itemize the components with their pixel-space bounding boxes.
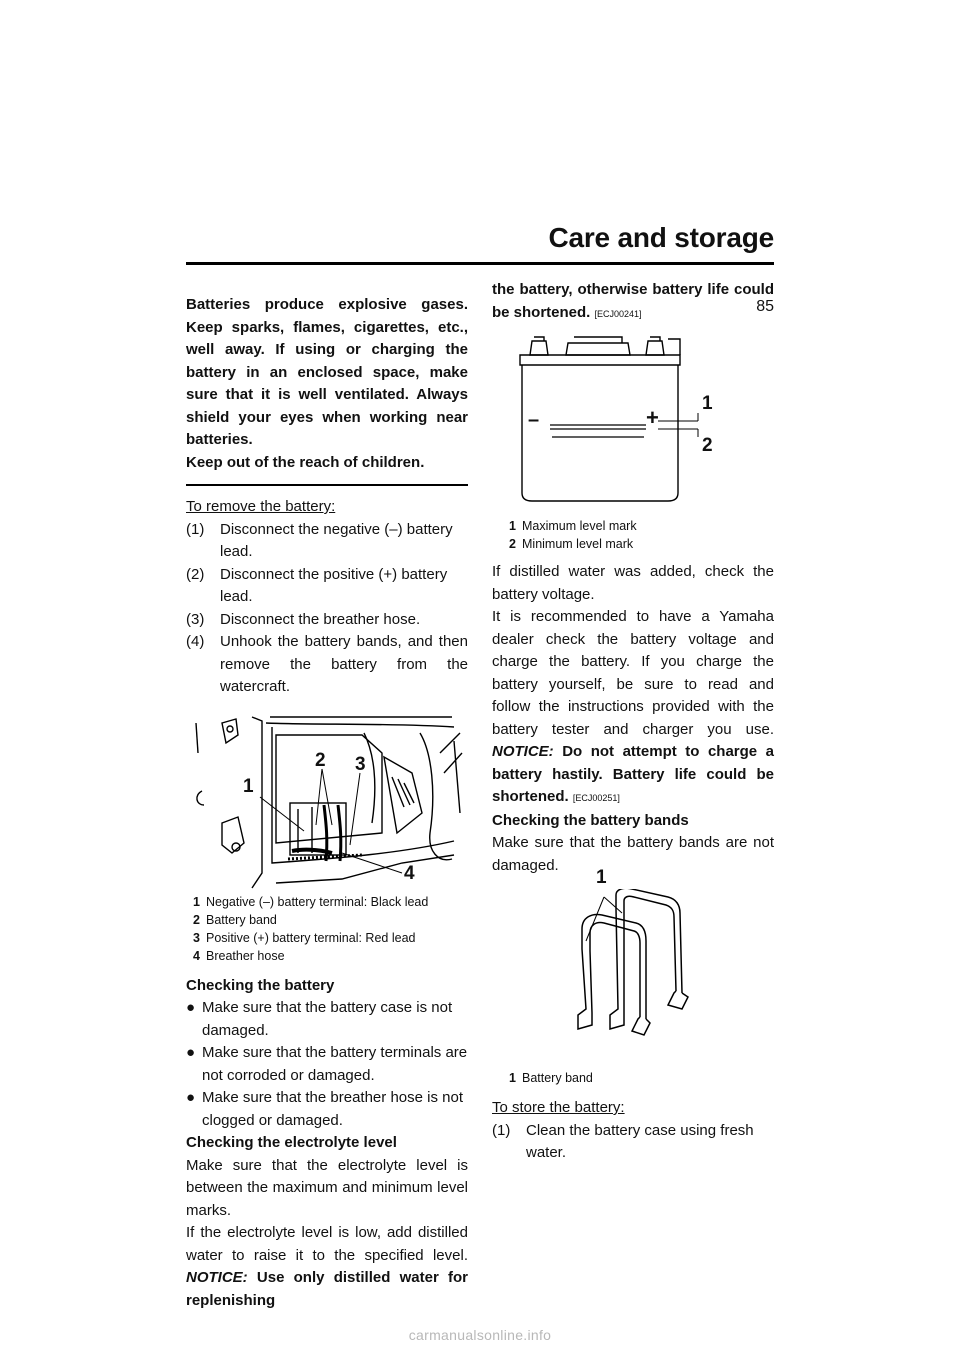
figure-caption: 1 Negative (–) battery terminal: Black lead: [193, 894, 429, 909]
figure-caption: 1 Maximum level mark: [509, 519, 637, 533]
figure-caption: 2 Battery band: [193, 912, 277, 927]
distilled-text: If distilled water was added, check the battery voltage.: [492, 563, 774, 603]
watermark: carmanualsonline.info: [408, 1327, 552, 1343]
right-column: [492, 281, 774, 1165]
battery-level-figure: [518, 333, 748, 505]
figure-caption: 4 Breather hose: [193, 948, 285, 963]
battery-illustration: [518, 333, 748, 505]
callout-1: 1: [243, 775, 254, 797]
notice-continued: the battery, otherwise battery life could be shortened. [ECJ00241]: [492, 281, 774, 321]
bullet-item: ● Make sure that the battery case is not damaged.: [186, 999, 453, 1039]
figure-caption: 1 Battery band: [509, 1071, 593, 1085]
callout-1: 1: [596, 867, 607, 888]
bands-heading: Checking the battery bands: [492, 811, 689, 829]
battery-band-figure: [552, 867, 712, 1067]
warning-text: Batteries produce explosive gases. Keep sparks, flames, cigarettes, etc., well away. If using or charging the battery in an enclosed space, make sure that it is well ventilated. Always shield your eyes when working near batteries.: [186, 296, 468, 448]
minus-sign: –: [528, 409, 540, 431]
warning-rule: [186, 484, 468, 486]
plus-sign: +: [646, 405, 659, 430]
remove-step: (2) Disconnect the positive (+) battery lead.: [186, 565, 448, 605]
electrolyte-low-text: If the electrolyte level is low, add distilled water to raise it to the specified level. NOTICE: Use only distilled water for replenishing: [186, 1224, 468, 1309]
electrolyte-text: Make sure that the electrolyte level is between the maximum and minimum level marks.: [186, 1156, 468, 1219]
warning-children: Keep out of the reach of children.: [186, 453, 425, 471]
electrolyte-heading: Checking the electrolyte level: [186, 1134, 397, 1151]
battery-band-illustration: [552, 889, 712, 1067]
dealer-text: It is recommended to have a Yamaha dealer check the battery voltage and charge the battery. If you charge the battery yourself, be sure to read and follow the instructions provided with the battery tester and charger you use. NOTICE: Do not attempt to charge a battery hastily. Battery life could be shortened. [ECJ00251]: [492, 608, 774, 805]
figure-caption: 2 Minimum level mark: [509, 537, 634, 551]
bullet-item: ● Make sure that the breather hose is not clogged or damaged.: [186, 1089, 463, 1129]
callout-2: 2: [702, 435, 713, 456]
left-column: [186, 292, 468, 1312]
title-rule: [186, 262, 774, 265]
callout-2: 2: [315, 749, 326, 771]
bands-text: Make sure that the battery bands are not damaged.: [492, 834, 774, 874]
bullet-item: ● Make sure that the battery terminals are not corroded or damaged.: [186, 1044, 468, 1084]
check-battery-heading: Checking the battery: [186, 976, 335, 994]
remove-step: (3) Disconnect the breather hose.: [186, 610, 421, 628]
callout-3: 3: [355, 753, 366, 775]
remove-step: (4) Unhook the battery bands, and then remove the battery from the watercraft.: [186, 633, 468, 695]
battery-compartment-figure: [192, 713, 468, 891]
battery-compartment-illustration: [192, 713, 468, 891]
callout-4: 4: [404, 862, 415, 884]
page-number: 85: [756, 298, 774, 315]
callout-1: 1: [702, 393, 713, 414]
page-title: Care and storage: [548, 222, 774, 253]
remove-battery-heading: To remove the battery:: [186, 498, 336, 515]
remove-step: (1) Disconnect the negative (–) battery lead.: [186, 520, 453, 560]
store-step: (1) Clean the battery case using fresh water.: [492, 1121, 754, 1161]
figure-caption: 3 Positive (+) battery terminal: Red lead: [193, 930, 416, 945]
store-battery-heading: To store the battery:: [492, 1099, 625, 1116]
